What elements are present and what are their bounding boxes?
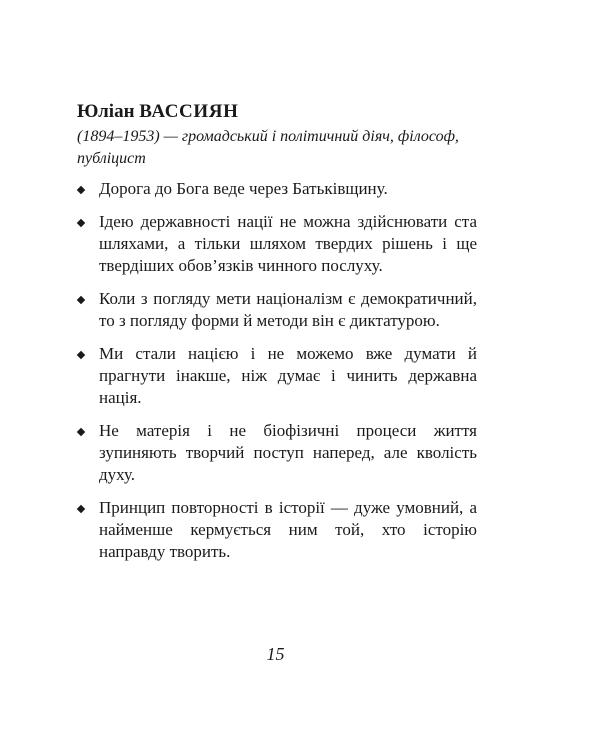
quote-item	[77, 420, 477, 486]
quote-text: Ми стали нацією і не можемо вже думати й прагнути інакше, ніж думає і чинить державна нація.	[99, 344, 477, 407]
diamond-bullet-icon	[77, 351, 85, 359]
diamond-bullet-icon	[77, 186, 85, 194]
quote-item	[77, 288, 477, 332]
author-last-name: ВАССИЯН	[139, 101, 239, 122]
quote-text: Дорога до Бога веде через Батьківщину.	[99, 179, 388, 198]
diamond-bullet-icon	[77, 505, 85, 513]
quote-item	[77, 211, 477, 277]
quote-item	[77, 497, 477, 563]
author-first-name: Юліан	[77, 101, 135, 122]
quote-section	[77, 100, 477, 574]
quote-text: Не матерія і не біофізичні процеси життя зупиняють творчий поступ наперед, але кволість духу.	[99, 421, 477, 484]
author-heading	[77, 100, 477, 124]
quote-item	[77, 343, 477, 409]
quote-text: Ідею державності нації не можна здійснювати ста шляхами, а тільки шляхом твердих рішень і ще твердіших обов’язків чинного послуху.	[99, 212, 477, 275]
diamond-bullet-icon	[77, 219, 85, 227]
quote-item	[77, 178, 477, 200]
diamond-bullet-icon	[77, 296, 85, 304]
diamond-bullet-icon	[77, 428, 85, 436]
author-bio: (1894–1953) — громадський і політичний діяч, філософ, публіцист	[77, 128, 459, 167]
quote-text: Принцип повторності в історії — дуже умовний, а найменше кермується ним той, хто історію направду творить.	[99, 498, 477, 561]
quote-text: Коли з погляду мети націоналізм є демократичний, то з погляду форми й методи він є диктатурою.	[99, 289, 477, 330]
page-number: 15	[266, 644, 285, 664]
